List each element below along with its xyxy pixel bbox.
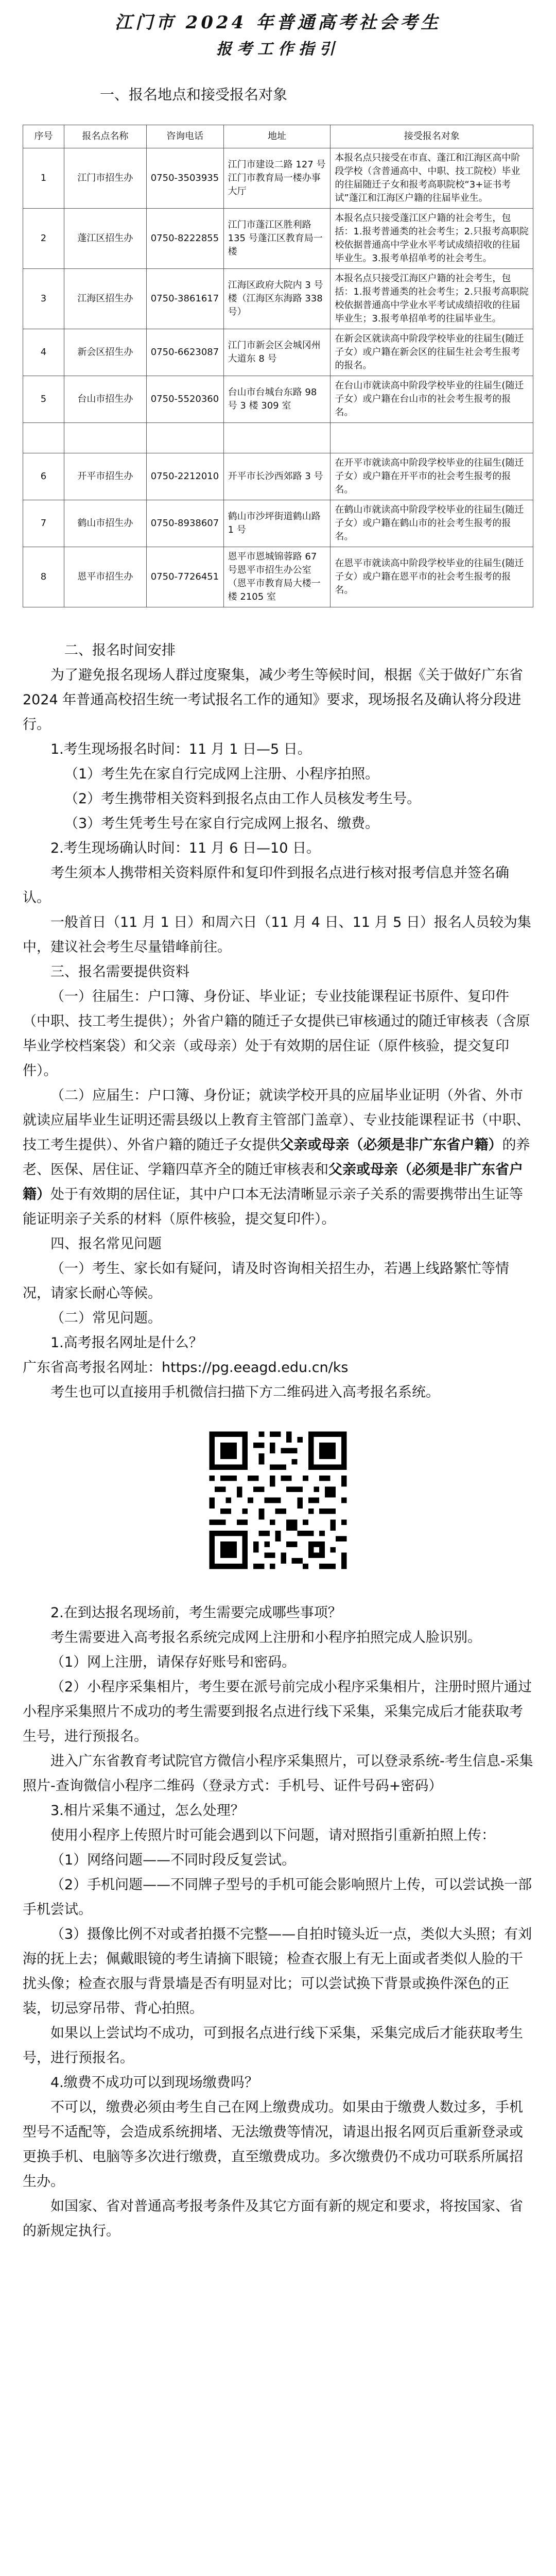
bold-note: 父亲或母亲（必须是非广东省户籍）	[280, 1137, 502, 1153]
row-target: 在鹤山市就读高中阶段学校毕业的往届生(随迁子女）或户籍在鹤山市的社会考生报考的报名。	[331, 500, 533, 547]
row-name: 恩平市招生办	[64, 547, 146, 607]
section-2-title: 二、报名时间安排	[64, 642, 176, 658]
row-target: 在开平市就读高中阶段学校毕业的往届生(随迁子女）或户籍在开平市的社会考生报考的报名。	[331, 453, 533, 500]
row-name: 江门市招生办	[64, 148, 146, 209]
row-address: 开平市长沙西郊路 3 号	[223, 453, 331, 500]
row-phone: 0750-6623087	[146, 329, 223, 376]
qr-code	[198, 1420, 358, 1580]
row-target: 在恩平市就读高中阶段学校毕业的往届生(随迁子女）或户籍在恩平市的社会考生报考的报名。	[331, 547, 533, 607]
row-address: 恩平市恩城锦蓉路 67 号恩平市招生办公室（恩平市教育局大楼一楼 2105 室	[223, 547, 331, 607]
paragraph: 为了避免报名现场人群过度聚集，减少考生等候时间，根据《关于做好广东省 2024 年普通高校招生统一考试报名工作的通知》要求，现场报名及确认将分段进行。	[23, 667, 523, 733]
row-target: 在台山市就读高中阶段学校毕业的往届生(随迁子女）或户籍在台山市的社会考生报考的报名。	[331, 376, 533, 423]
row-no: 2	[23, 209, 64, 269]
text-span: （二）应届生：户口簿、身份证；就读学校开具的应届毕业证明（外省、外市就读应届毕业生证明还需县级以上教育主管部门盖章）、专业技能课程证书（中职、技工考生提供）、外省户籍的随迁子女提供	[23, 1088, 530, 1153]
section-3-title: 三、报名需要提供资料	[50, 964, 189, 980]
text-span: 广东省高考报名网址：	[23, 1360, 162, 1376]
paragraph: 不可以，缴费必须由考生自己在网上缴费成功。如果由于缴费人数过多，手机型号不适配等，会造成系统拥堵、无法缴费等情况，请退出报名网页后重新登录或更换手机、电脑等多次进行缴费，直至缴费成功。多次缴费仍不成功可联系所属招生办。	[23, 2099, 523, 2190]
paragraph: （1）网上注册，请保存好账号和密码。	[50, 1654, 296, 1670]
row-phone: 0750-2212010	[146, 453, 223, 500]
document-subtitle: 报考工作指引	[216, 40, 340, 58]
row-no: 3	[23, 269, 64, 329]
paragraph: 如国家、省对普通高考报考条件及其它方面有新的规定和要求，将按国家、省的新规定执行。	[23, 2198, 523, 2239]
row-phone: 0750-8938607	[146, 500, 223, 547]
paragraph: （1）网络问题——不同时段反复尝试。	[50, 1852, 296, 1868]
paragraph-url	[23, 1355, 533, 1380]
row-address: 鹤山市沙坪街道鹤山路 1 号	[223, 500, 331, 547]
paragraph: 一般首日（11 月 1 日）和周六日（11 月 4 日、11 月 5 日）报名人员较为集中，建议社会考生尽量错峰前往。	[23, 914, 531, 955]
header-target: 接受报名对象	[331, 125, 533, 148]
row-target: 在新会区就读高中阶段学校毕业的往届生(随迁子女）或户籍在新会区的往届生社会考生报考的报名。	[331, 329, 533, 376]
section-1-title: 一、报名地点和接受报名对象	[100, 86, 288, 103]
row-phone: 0750-8222855	[146, 209, 223, 269]
row-address: 江海区政府大院内 3 号楼（江海区东海路 338 号）	[223, 269, 331, 329]
row-target: 本报名点只接受江海区户籍的社会考生，包括：1.报考普通类的社会考生；2.只报考高职院校依据普通高中学业水平考试成绩招收的往届毕业生；3.报考单招单考的往届毕业生。	[331, 269, 533, 329]
row-target: 本报名点只接受在市直、蓬江和江海区高中阶段学校（含普通高中、中职、技工院校）毕业的往届随迁子女和报考高职院校“3+证书考试”蓬江和江海区户籍的往届毕业生。	[331, 148, 533, 209]
table-row	[23, 329, 533, 376]
row-name: 新会区招生办	[64, 329, 146, 376]
paragraph: （2）手机问题——不同牌子型号的手机可能会影响照片上传，可以尝试换一部手机尝试。	[23, 1877, 532, 1918]
row-address: 江门市新会区会城冈州大道东 8 号	[223, 329, 331, 376]
row-no: 4	[23, 329, 64, 376]
text-span: 处于有效期的居住证，其中户口本无法清晰显示亲子关系的需要携带出生证等能证明亲子关系的材料（原件核验，提交复印件）。	[23, 1187, 523, 1227]
table-row-empty	[23, 423, 533, 453]
header-phone: 咨询电话	[146, 125, 223, 148]
table-row	[23, 547, 533, 607]
paragraph: 考生须本人携带相关资料原件和复印件到报名点进行核对报考信息并签名确认。	[23, 865, 509, 906]
registration-table	[23, 125, 533, 607]
row-no: 8	[23, 547, 64, 607]
row-name: 蓬江区招生办	[64, 209, 146, 269]
text-span: 的养老、医保、居住证、学籍四草齐全的随迁审核表和	[23, 1137, 530, 1178]
paragraph: 使用小程序上传照片时可能会遇到以下问题，请对照指引重新拍照上传：	[50, 1827, 495, 1843]
table-row	[23, 209, 533, 269]
document-body	[23, 638, 533, 2244]
row-no: 6	[23, 453, 64, 500]
paragraph-applicants-current	[23, 1083, 533, 1232]
paragraph: （一）考生、家长如有疑问，请及时咨询相关招生办，若遇上线路繁忙等情况，请家长耐心等候。	[23, 1261, 509, 1301]
table-row	[23, 376, 533, 423]
paragraph: 如果以上尝试均不成功，可到报名点进行线下采集，采集完成后才能获取考生号，进行预报名。	[23, 2025, 523, 2066]
paragraph: （3）摄像比例不对或者拍摄不完整——自拍时镜头近一点，类似大头照；有刘海的抚上去；佩戴眼镜的考生请摘下眼镜；检查衣服上有无上面或者类似人脸的干扰头像；检查衣服与背景墙是否有明显对比；可以尝试换下背景或换件深色的正装，切忌穿吊带、背心拍照。	[23, 1926, 532, 2016]
header-address: 地址	[223, 125, 331, 148]
paragraph: （2）小程序采集相片，考生要在派号前完成小程序采集相片，注册时照片通过小程序采集照片不成功的考生需要到报名点进行线下采集，采集完成后才能获取考生号，进行预报名。	[23, 1679, 532, 1744]
table-row	[23, 148, 533, 209]
question-2: 2.在到达报名现场前，考生需要完成哪些事项？	[50, 1605, 342, 1621]
row-phone: 0750-7726451	[146, 547, 223, 607]
row-address: 台山市台城台东路 98 号 3 楼 309 室	[223, 376, 331, 423]
question-4: 4.缴费不成功可以到现场缴费吗？	[50, 2075, 258, 2091]
paragraph: 考生需要进入高考报名系统完成网上注册和小程序拍照完成人脸识别。	[50, 1630, 481, 1646]
header-no: 序号	[23, 125, 64, 148]
paragraph: （1）考生先在家自行完成网上注册、小程序拍照。	[64, 766, 379, 782]
question-3: 3.相片采集不通过，怎么处理？	[50, 1803, 245, 1819]
row-name: 江海区招生办	[64, 269, 146, 329]
row-phone: 0750-5520360	[146, 376, 223, 423]
table-header-row	[23, 125, 533, 148]
paragraph: （3）考生凭考生号在家自行完成网上报名、缴费。	[64, 816, 379, 832]
row-name: 开平市招生办	[64, 453, 146, 500]
document-title: 江门市 2024 年普通高考社会考生	[114, 12, 442, 33]
row-name: 台山市招生办	[64, 376, 146, 423]
paragraph: 1.考生现场报名时间：11 月 1 日—5 日。	[50, 741, 311, 757]
header-name: 报名点名称	[64, 125, 146, 148]
row-address: 江门市建设二路 127 号江门市教育局一楼办事大厅	[223, 148, 331, 209]
row-no: 5	[23, 376, 64, 423]
row-address: 江门市蓬江区胜利路 135 号蓬江区教育局一楼	[223, 209, 331, 269]
table-row	[23, 269, 533, 329]
table-row	[23, 453, 533, 500]
question-1: 1.高考报名网址是什么？	[50, 1335, 203, 1351]
table-row	[23, 500, 533, 547]
row-no: 1	[23, 148, 64, 209]
registration-url-link[interactable]: https://pg.eeagd.edu.cn/ks	[162, 1360, 349, 1376]
row-no: 7	[23, 500, 64, 547]
paragraph: （一）往届生：户口簿、身份证、毕业证；专业技能课程证书原件、复印件（中职、技工考生提供）；外省户籍的随迁子女提供已审核通过的随迁审核表（含原毕业学校档案袋）和父亲（或母亲）处于有效期的居住证（原件核验，提交复印件）。	[23, 989, 530, 1079]
section-4-title: 四、报名常见问题	[50, 1236, 162, 1252]
paragraph: 2.考生现场确认时间：11 月 6 日—10 日。	[50, 840, 320, 856]
paragraph: （二）常见问题。	[50, 1310, 162, 1326]
paragraph: （2）考生携带相关资料到报名点由工作人员核发考生号。	[64, 791, 421, 807]
row-name: 鹤山市招生办	[64, 500, 146, 547]
paragraph: 进入广东省教育考试院官方微信小程序采集照片，可以登录系统-考生信息-采集照片-查询微信小程序二维码（登录方式：手机号、证件号码+密码）	[23, 1753, 533, 1794]
row-phone: 0750-3861617	[146, 269, 223, 329]
bold-note: 父亲或母亲（必须是非广东省户籍）	[23, 1162, 523, 1202]
row-target: 本报名点只接受蓬江区户籍的社会考生，包括：1.报考普通类的社会考生；2.只报考高职院校依据普通高中学业水平考试成绩招收的往届毕业生。3.报考单招单考的社会考生。	[331, 209, 533, 269]
row-phone: 0750-3503935	[146, 148, 223, 209]
paragraph: 考生也可以直接用手机微信扫描下方二维码进入高考报名系统。	[50, 1384, 440, 1400]
